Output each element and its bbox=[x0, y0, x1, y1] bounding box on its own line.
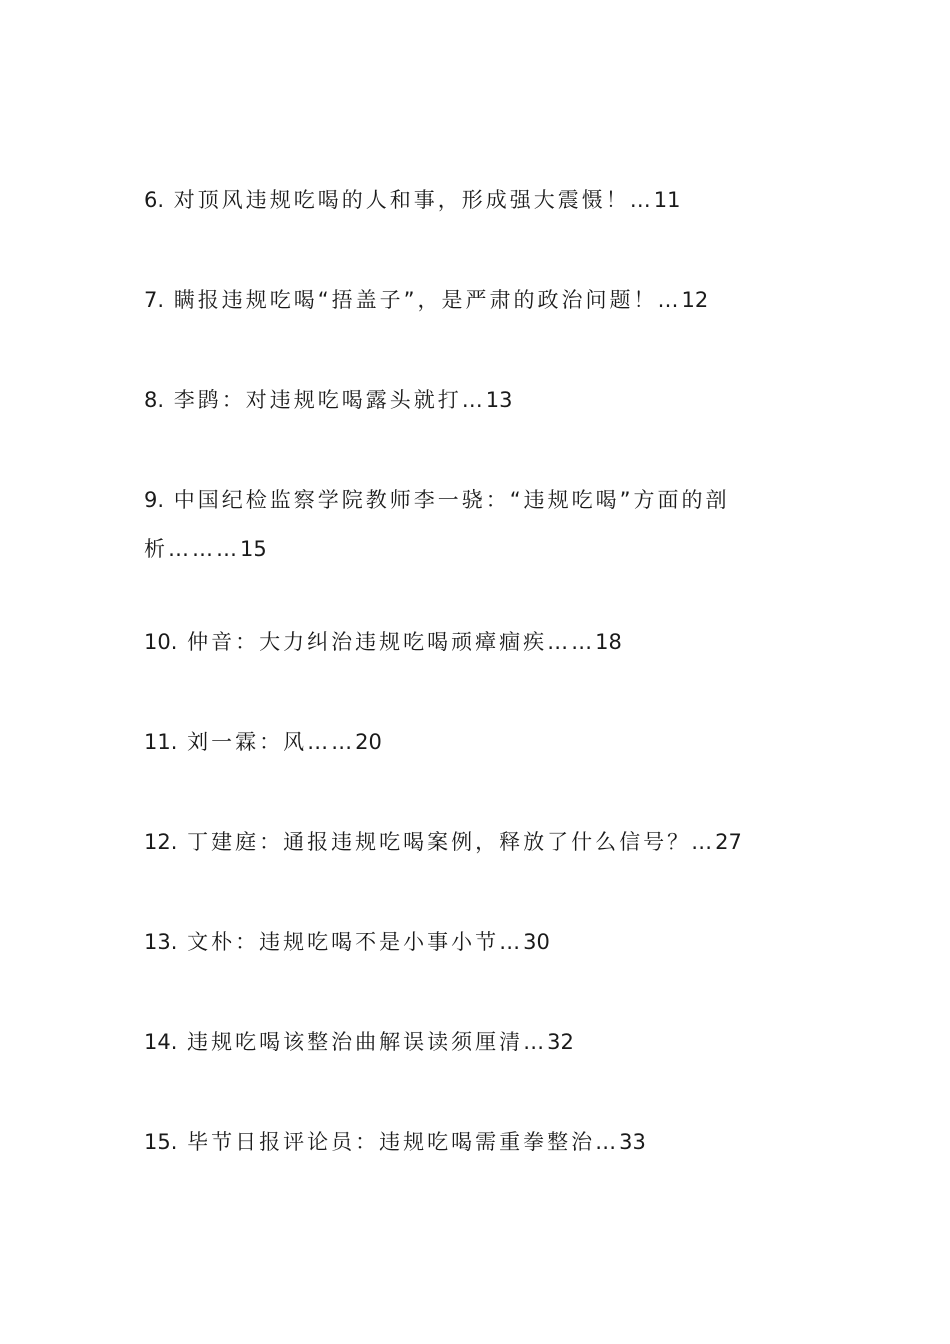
toc-item-number: 10. bbox=[144, 630, 178, 654]
toc-item-number: 8. bbox=[144, 388, 165, 412]
toc-item-page: 33 bbox=[619, 1130, 646, 1154]
toc-item-page: 18 bbox=[595, 630, 622, 654]
toc-item-leader: ……… bbox=[168, 537, 240, 561]
toc-item-page: 13 bbox=[485, 388, 513, 412]
toc-item-title: 仲音：大力纠治违规吃喝顽瘴痼疾 bbox=[187, 630, 548, 654]
toc-item-number: 14. bbox=[144, 1030, 178, 1054]
toc-item-number: 6. bbox=[144, 188, 165, 212]
toc-item-leader: … bbox=[629, 188, 654, 212]
toc-item-number: 12. bbox=[144, 830, 178, 854]
toc-item-number: 15. bbox=[144, 1130, 178, 1154]
toc-item[interactable] bbox=[144, 476, 824, 574]
toc-item-leader: … bbox=[657, 288, 682, 312]
toc-item-title: 对顶风违规吃喝的人和事，形成强大震慑！ bbox=[173, 188, 630, 212]
toc-item-page: 11 bbox=[653, 188, 681, 212]
toc-item-title: 违规吃喝该整治曲解误读须厘清 bbox=[187, 1030, 524, 1054]
toc-item-leader: …… bbox=[547, 630, 596, 654]
toc-item[interactable] bbox=[144, 282, 824, 318]
table-of-contents bbox=[144, 182, 824, 1224]
toc-item[interactable] bbox=[144, 382, 824, 418]
toc-item-page: 20 bbox=[355, 730, 382, 754]
toc-item-title: 李鹍：对违规吃喝露头就打 bbox=[173, 388, 462, 412]
toc-item[interactable] bbox=[144, 1024, 824, 1060]
toc-item-page: 12 bbox=[681, 288, 709, 312]
toc-item-number: 9. bbox=[144, 488, 165, 512]
toc-item-page: 32 bbox=[547, 1030, 574, 1054]
toc-item[interactable] bbox=[144, 182, 824, 218]
toc-item[interactable] bbox=[144, 1124, 824, 1160]
toc-item[interactable] bbox=[144, 924, 824, 960]
toc-item-page: 15 bbox=[240, 537, 267, 561]
toc-item-title: 毕节日报评论员：违规吃喝需重拳整治 bbox=[187, 1130, 596, 1154]
toc-item-title: 丁建庭：通报违规吃喝案例，释放了什么信号？ bbox=[187, 830, 692, 854]
toc-item[interactable] bbox=[144, 624, 824, 660]
toc-item-leader: … bbox=[691, 830, 716, 854]
toc-item-title: 瞒报违规吃喝“捂盖子”，是严肃的政治问题！ bbox=[173, 288, 658, 312]
toc-item[interactable] bbox=[144, 724, 824, 760]
toc-item-leader: …… bbox=[307, 730, 356, 754]
toc-item-leader: … bbox=[595, 1130, 620, 1154]
toc-item-leader: … bbox=[461, 388, 486, 412]
toc-item-number: 11. bbox=[144, 730, 178, 754]
toc-item-page: 27 bbox=[715, 830, 742, 854]
toc-item-leader: … bbox=[499, 930, 524, 954]
toc-item-number: 7. bbox=[144, 288, 165, 312]
toc-item-title: 文朴：违规吃喝不是小事小节 bbox=[187, 930, 500, 954]
toc-item-leader: … bbox=[523, 1030, 548, 1054]
toc-item-number: 13. bbox=[144, 930, 178, 954]
toc-item[interactable] bbox=[144, 824, 824, 860]
toc-item-page: 30 bbox=[523, 930, 550, 954]
toc-item-title: 刘一霖：风 bbox=[187, 730, 308, 754]
toc-item-title: 中国纪检监察学院教师李一骁：“违规吃喝”方面的剖析 bbox=[144, 488, 730, 561]
